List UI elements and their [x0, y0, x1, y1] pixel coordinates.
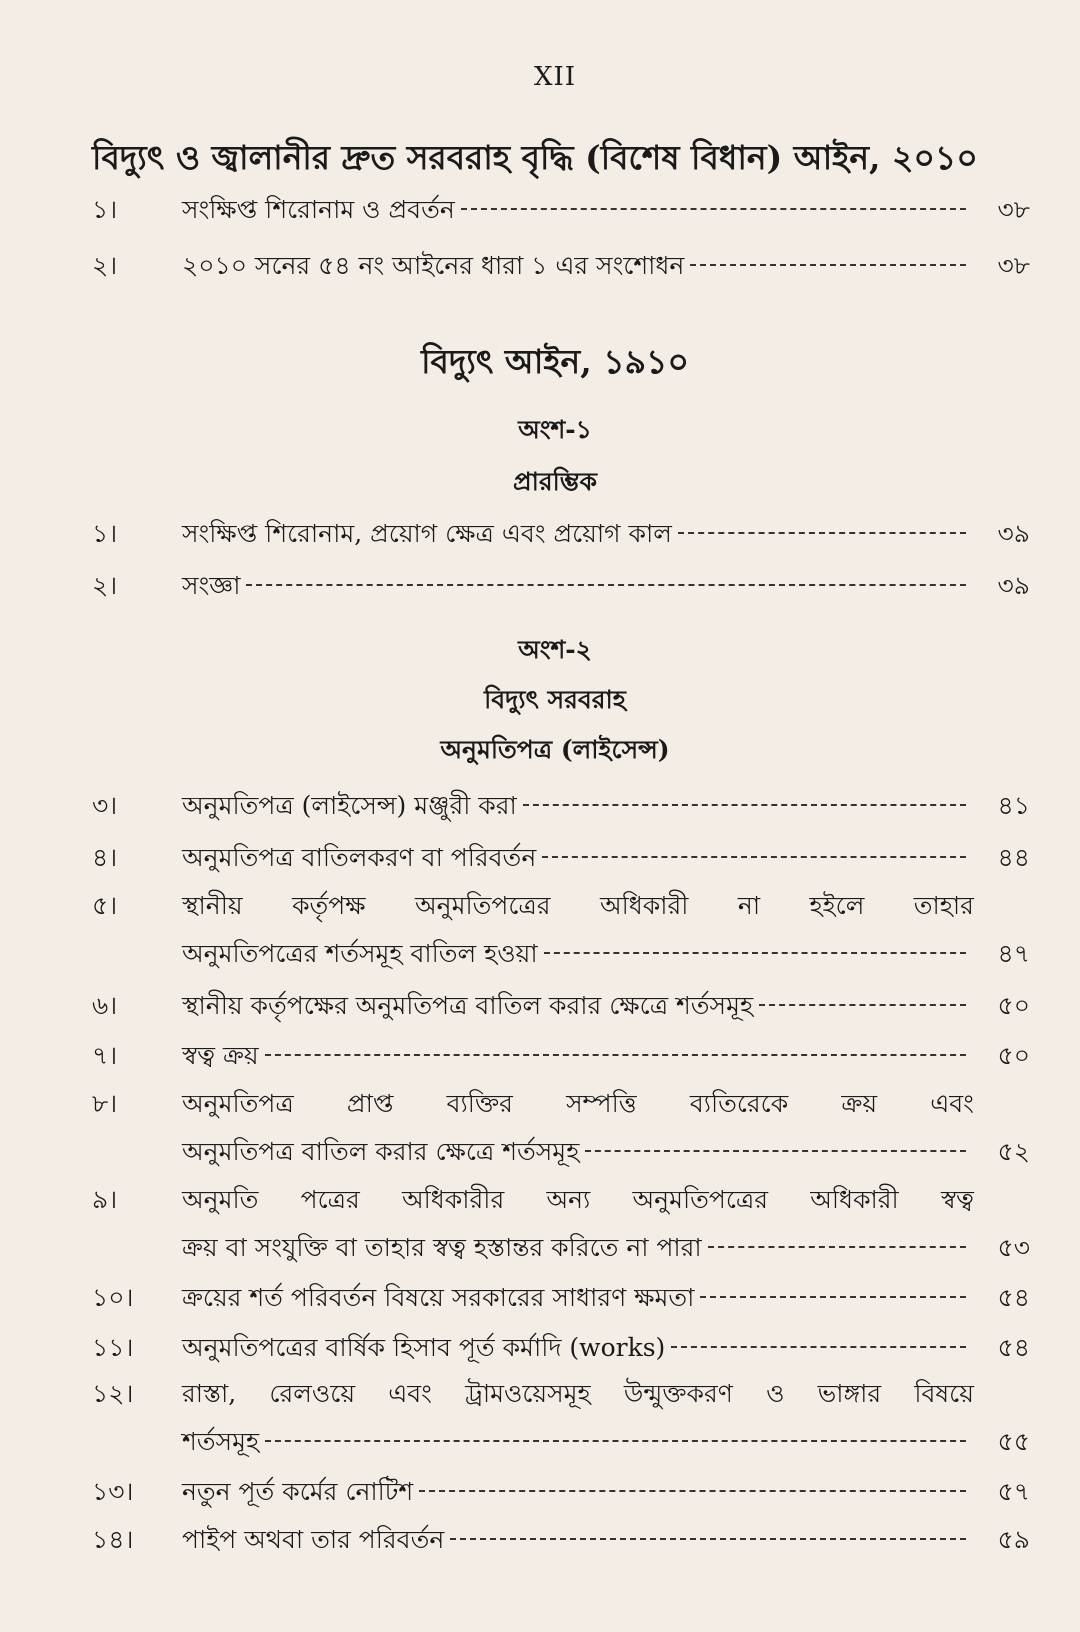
entry-title: ক্রয়ের শর্ত পরিবর্তন বিষয়ে সরকারের সাধারণ ক্ষমতা [182, 1283, 695, 1312]
entry-word: স্বত্ব [940, 1185, 974, 1214]
toc-entry[interactable] [92, 1178, 1030, 1274]
entry-word: সম্পত্তি [566, 1089, 637, 1118]
entry-number: ৪। [92, 843, 118, 872]
entry-number: ১০। [92, 1283, 134, 1312]
entry-word: ব্যক্তির [446, 1089, 513, 1118]
entry-title: শর্তসমূহ [182, 1427, 260, 1456]
entry-title: অনুমতিপত্র (লাইসেন্স) মঞ্জুরী করা [182, 791, 517, 820]
entry-word: ক্রয় [841, 1089, 878, 1118]
entry-page: ৫০ [997, 991, 1030, 1020]
entry-number: ১। [92, 519, 118, 548]
entry-word: ও [766, 1379, 785, 1408]
entry-word: রেলওয়ে [269, 1379, 356, 1408]
entry-page: ৫৫ [997, 1427, 1030, 1456]
part-2-subheading: অনুমতিপত্র (লাইসেন্স) [440, 735, 670, 764]
dot-leader [461, 208, 966, 210]
entry-number: ৮। [92, 1089, 118, 1118]
entry-number: ১। [92, 195, 118, 224]
entry-page: ৫৪ [997, 1283, 1030, 1312]
toc-entry[interactable] [92, 1082, 1030, 1178]
entry-word: ভাঙ্গার [817, 1379, 882, 1408]
toc-entry[interactable] [92, 512, 1030, 556]
entry-word: অধিকারী [810, 1185, 899, 1214]
entry-title: সংক্ষিপ্ত শিরোনাম ও প্রবর্তন [182, 195, 455, 224]
toc-entry[interactable] [92, 1372, 1030, 1468]
toc-entry[interactable] [92, 1276, 1030, 1320]
entry-page: ৩৯ [997, 571, 1030, 600]
toc-entry[interactable] [92, 1470, 1030, 1514]
entry-word: রাস্তা, [182, 1379, 237, 1408]
part-1-heading: প্রারম্ভিক [512, 467, 598, 496]
dot-leader [759, 1004, 966, 1006]
entry-word: প্রাপ্ত [346, 1089, 394, 1118]
entry-page: ৩৮ [997, 251, 1030, 280]
entry-title: অনুমতিপত্রের শর্তসমূহ বাতিল হওয়া [182, 939, 538, 968]
entry-title-line-1 [182, 1082, 974, 1126]
entry-word: হইলে [809, 891, 865, 920]
entry-word: অধিকারী [599, 891, 689, 920]
entry-page: ৫৯ [997, 1525, 1030, 1554]
entry-word: স্থানীয় [182, 891, 243, 920]
dot-leader [265, 1440, 966, 1442]
entry-word: অনুমতিপত্রের [415, 891, 551, 920]
part-1-label: অংশ-১ [518, 415, 592, 444]
entry-page: ৫৭ [997, 1477, 1030, 1506]
dot-leader [700, 1296, 966, 1298]
entry-word: ব্যতিরেকে [689, 1089, 789, 1118]
dot-leader [419, 1490, 966, 1492]
entry-word: অনুমতি [182, 1185, 259, 1214]
entry-number: ১১। [92, 1333, 134, 1362]
toc-entry[interactable] [92, 884, 1030, 980]
dot-leader [678, 532, 966, 534]
toc-entry[interactable] [92, 1518, 1030, 1562]
toc-entry[interactable] [92, 188, 1030, 232]
dot-leader [671, 1346, 966, 1348]
toc-entry[interactable] [92, 564, 1030, 608]
entry-number: ২। [92, 251, 118, 280]
toc-entry[interactable] [92, 836, 1030, 880]
toc-entry[interactable] [92, 244, 1030, 288]
entry-word: ট্রামওয়েসমূহ [465, 1379, 591, 1408]
entry-number: ৬। [92, 991, 118, 1020]
entry-title: অনুমতিপত্র বাতিল করার ক্ষেত্রে শর্তসমূহ [182, 1137, 580, 1166]
entry-title: পাইপ অথবা তার পরিবর্তন [182, 1525, 445, 1554]
dot-leader [246, 584, 966, 586]
entry-title: অনুমতিপত্র বাতিলকরণ বা পরিবর্তন [182, 843, 537, 872]
entry-number: ৫। [92, 891, 118, 920]
act-2010-title: বিদ্যুৎ ও জ্বালানীর দ্রুত সরবরাহ বৃদ্ধি (বিশেষ বিধান) আইন, ২০১০ [92, 138, 978, 177]
part-2-label: অংশ-২ [518, 635, 592, 664]
entry-title: সংজ্ঞা [182, 571, 241, 600]
entry-number: ৭। [92, 1041, 118, 1070]
entry-title: স্বত্ব ক্রয় [182, 1041, 259, 1070]
page-number: XII [533, 62, 577, 92]
entry-number: ১২। [92, 1379, 134, 1408]
entry-page: ৪৪ [997, 843, 1030, 872]
entry-title: নতুন পূর্ত কর্মের নোটিশ [182, 1477, 414, 1506]
entry-number: ৩। [92, 791, 118, 820]
entry-page: ৪১ [997, 791, 1030, 820]
part-2-heading: বিদ্যুৎ সরবরাহ [484, 685, 626, 714]
toc-entry[interactable] [92, 984, 1030, 1028]
entry-word: তাহার [913, 891, 974, 920]
entry-number: ২। [92, 571, 118, 600]
entry-title: অনুমতিপত্রের বার্ষিক হিসাব পূর্ত কর্মাদি (works) [182, 1333, 666, 1362]
entry-page: ৫২ [997, 1137, 1030, 1166]
entry-title: ক্রয় বা সংযুক্তি বা তাহার স্বত্ব হস্তান্তর করিতে না পারা [182, 1233, 702, 1262]
entry-word: এবং [388, 1379, 432, 1408]
entry-word: উন্মুক্তকরণ [623, 1379, 733, 1408]
entry-word: অনুমতিপত্রের [632, 1185, 769, 1214]
entry-title: সংক্ষিপ্ত শিরোনাম, প্রয়োগ ক্ষেত্র এবং প্রয়োগ কাল [182, 519, 672, 548]
entry-word: বিষয়ে [914, 1379, 974, 1408]
entry-number: ১৪। [92, 1525, 134, 1554]
entry-number: ৯। [92, 1185, 118, 1214]
entry-word: কর্তৃপক্ষ [292, 891, 366, 920]
entry-title: ২০১০ সনের ৫৪ নং আইনের ধারা ১ এর সংশোধন [182, 251, 685, 280]
entry-title-line-1 [182, 1372, 974, 1416]
entry-word: অন্য [546, 1185, 591, 1214]
entry-page: ৫৩ [997, 1233, 1030, 1262]
toc-entry[interactable] [92, 1034, 1030, 1078]
entry-word: এবং [930, 1089, 974, 1118]
entry-word: অধিকারীর [401, 1185, 505, 1214]
dot-leader [544, 952, 966, 954]
entry-title-line-1 [182, 884, 974, 928]
entry-word: না [737, 891, 761, 920]
entry-page: ৪৭ [997, 939, 1030, 968]
dot-leader [690, 264, 966, 266]
dot-leader [708, 1246, 966, 1248]
entry-title: স্থানীয় কর্তৃপক্ষের অনুমতিপত্র বাতিল করার ক্ষেত্রে শর্তসমূহ [182, 991, 754, 1020]
dot-leader [450, 1538, 966, 1540]
entry-page: ৩৯ [997, 519, 1030, 548]
act-1910-title: বিদ্যুৎ আইন, ১৯১০ [421, 342, 689, 381]
toc-entry[interactable] [92, 1326, 1030, 1370]
entry-title-line-1 [182, 1178, 974, 1222]
entry-word: অনুমতিপত্র [182, 1089, 294, 1118]
entry-page: ৫০ [997, 1041, 1030, 1070]
dot-leader [523, 804, 966, 806]
dot-leader [265, 1054, 966, 1056]
entry-page: ৫৪ [997, 1333, 1030, 1362]
entry-page: ৩৮ [997, 195, 1030, 224]
dot-leader [585, 1150, 966, 1152]
dot-leader [542, 856, 966, 858]
entry-word: পত্রের [300, 1185, 360, 1214]
toc-entry[interactable] [92, 784, 1030, 828]
entry-number: ১৩। [92, 1477, 134, 1506]
